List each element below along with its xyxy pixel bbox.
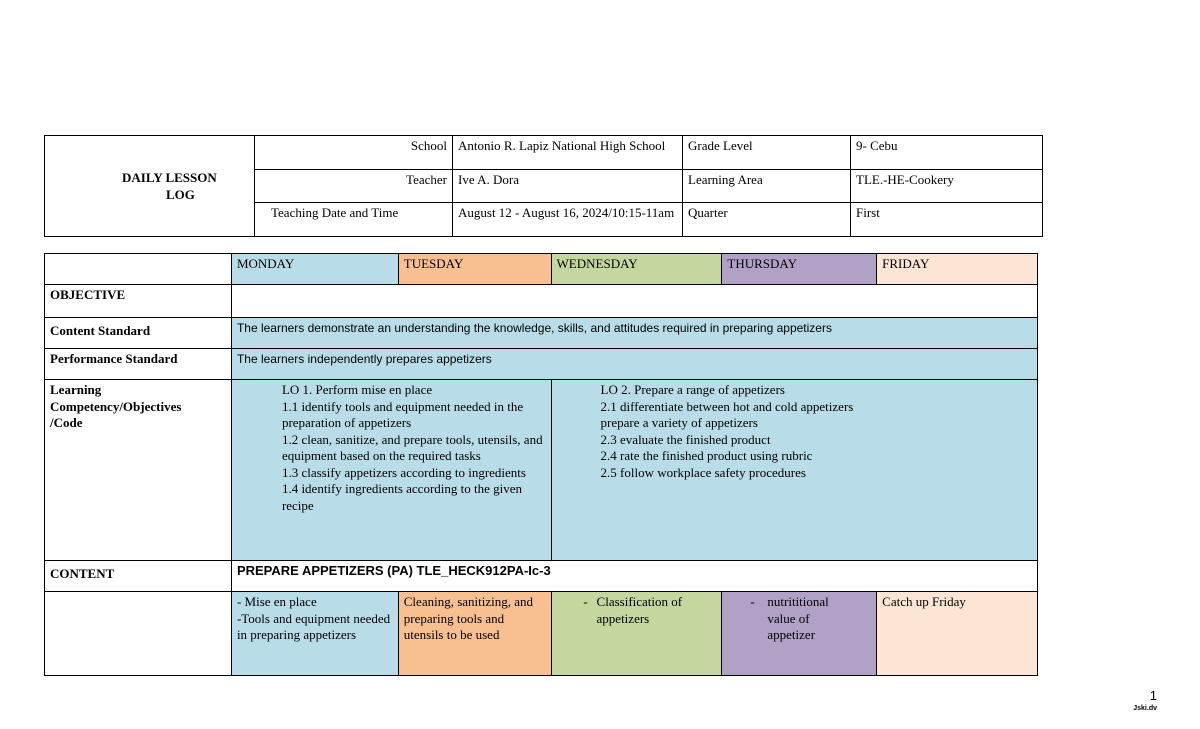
dll-title-line2: LOG bbox=[166, 187, 195, 202]
watermark-text: Jski.dv bbox=[1133, 705, 1157, 712]
performance-standard-value: The learners independently prepares appetizers bbox=[231, 349, 1037, 380]
lo2-item: 2.3 evaluate the finished product bbox=[600, 431, 771, 447]
teacher-label: Teacher bbox=[255, 170, 453, 203]
lo1-item: LO 1. Perform mise en place bbox=[281, 382, 433, 397]
day-header-wednesday: WEDNESDAY bbox=[551, 254, 722, 285]
lo2-item: 2.5 follow workplace safety procedures bbox=[600, 464, 806, 480]
school-value: Antonio R. Lapiz National High School bbox=[453, 136, 683, 170]
lo1-item: 1.4 identify ingredients according to the given recipe bbox=[281, 481, 523, 513]
topic-thursday bbox=[722, 592, 877, 676]
competency-label-line3: /Code bbox=[50, 415, 83, 430]
blank-corner-cell bbox=[45, 254, 232, 285]
objective-label: OBJECTIVE bbox=[45, 285, 232, 318]
date-label: Teaching Date and Time bbox=[255, 203, 453, 237]
content-standard-label: Content Standard bbox=[45, 318, 232, 349]
topic-thursday-text: nutrititional value of appetizer bbox=[767, 594, 829, 642]
topic-friday: Catch up Friday bbox=[877, 592, 1038, 676]
topics-label-cell bbox=[45, 592, 232, 676]
area-label: Learning Area bbox=[683, 170, 851, 203]
competency-label-line1: Learning bbox=[50, 382, 102, 397]
lesson-table bbox=[44, 253, 1038, 676]
dll-title-line1: DAILY LESSON bbox=[122, 170, 217, 185]
lo2-cell bbox=[551, 380, 1037, 561]
content-label: CONTENT bbox=[45, 561, 232, 592]
dll-title-cell bbox=[45, 136, 255, 237]
lo1-item: 1.3 classify appetizers according to ingredients bbox=[281, 464, 526, 480]
competency-label-line2: Competency/Objectives bbox=[50, 398, 182, 414]
grade-label: Grade Level bbox=[683, 136, 851, 170]
topic-thursday-marker: - bbox=[750, 594, 755, 609]
topic-wednesday-marker: - bbox=[583, 594, 588, 609]
page-number: 1 bbox=[1149, 688, 1157, 703]
content-standard-value: The learners demonstrate an understanding the knowledge, skills, and attitudes required in preparing appetizers bbox=[231, 318, 1037, 349]
lo1-cell bbox=[231, 380, 551, 561]
topic-monday-line2: -Tools and equipment needed in preparing appetizers bbox=[236, 610, 391, 642]
grade-value: 9- Cebu bbox=[851, 136, 1043, 170]
content-value: PREPARE APPETIZERS (PA) TLE_HECK912PA-Ic-3 bbox=[231, 561, 1037, 592]
lo2-item: 2.1 differentiate between hot and cold appetizers prepare a variety of appetizers bbox=[600, 398, 854, 430]
topic-monday-line1: - Mise en place bbox=[236, 594, 317, 609]
area-value: TLE.-HE-Cookery bbox=[851, 170, 1043, 203]
lo1-item: 1.1 identify tools and equipment needed in the preparation of appetizers bbox=[281, 398, 524, 430]
quarter-label: Quarter bbox=[683, 203, 851, 237]
quarter-value: First bbox=[851, 203, 1043, 237]
date-value: August 12 - August 16, 2024/10:15-11am bbox=[453, 203, 683, 237]
day-header-thursday: THURSDAY bbox=[722, 254, 877, 285]
lo2-item: LO 2. Prepare a range of appetizers bbox=[600, 382, 785, 397]
topic-wednesday bbox=[551, 592, 722, 676]
day-header-friday: FRIDAY bbox=[877, 254, 1038, 285]
topic-monday bbox=[231, 592, 398, 676]
header-table bbox=[44, 135, 1043, 237]
teacher-value: Ive A. Dora bbox=[453, 170, 683, 203]
competency-label bbox=[45, 380, 232, 561]
day-header-monday: MONDAY bbox=[231, 254, 398, 285]
lo1-item: 1.2 clean, sanitize, and prepare tools, utensils, and equipment based on the required tasks bbox=[281, 431, 543, 463]
school-label: School bbox=[255, 136, 453, 170]
objective-value bbox=[231, 285, 1037, 318]
topic-tuesday: Cleaning, sanitizing, and preparing tools and utensils to be used bbox=[398, 592, 551, 676]
lo2-item: 2.4 rate the finished product using rubric bbox=[600, 448, 813, 463]
performance-standard-label: Performance Standard bbox=[45, 349, 232, 380]
day-header-tuesday: TUESDAY bbox=[398, 254, 551, 285]
topic-wednesday-text: Classification of appetizers bbox=[596, 594, 683, 626]
